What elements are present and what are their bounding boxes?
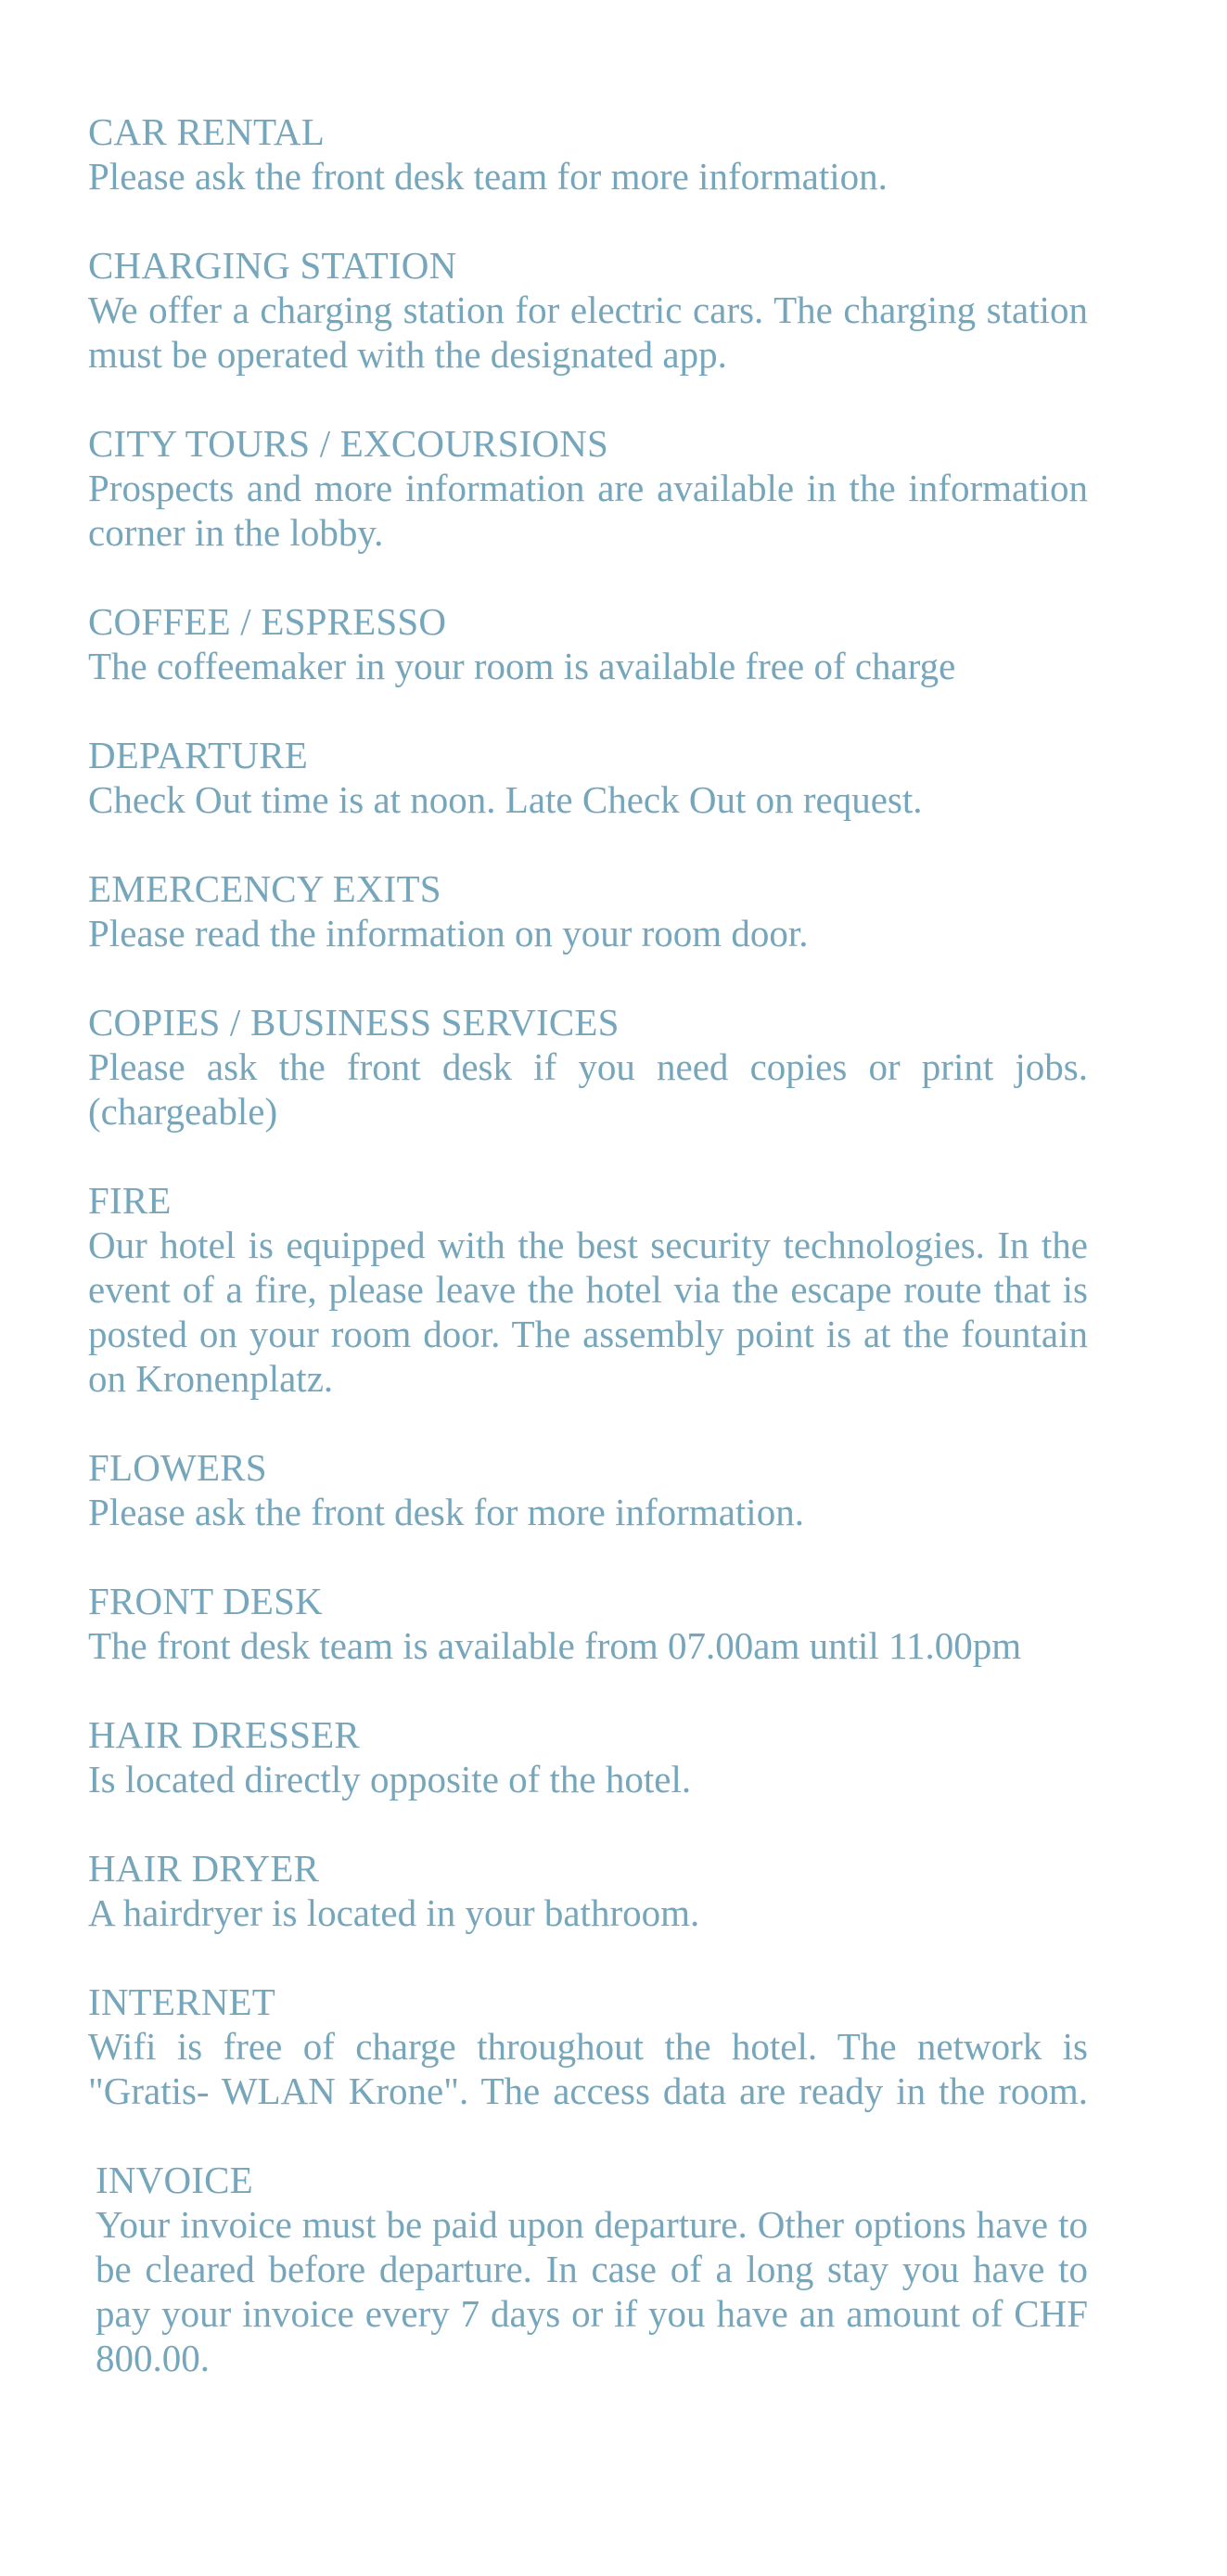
paragraph-line: Please ask the front desk team for more information.: [88, 155, 888, 198]
paragraph-line: posted on your room door. The assembly point is at the fountain: [88, 1313, 1088, 1355]
section-emergency-exits: [88, 866, 1088, 955]
section-heading: FIRE: [88, 1179, 172, 1222]
section-charging-station: [88, 243, 1088, 377]
paragraph-line: Please read the information on your room door.: [88, 912, 809, 955]
section-front-desk: [88, 1579, 1088, 1668]
section-heading: DEPARTURE: [88, 734, 309, 776]
section-paragraph: [88, 1044, 1088, 1134]
paragraph-line: "Gratis- WLAN Krone". The access data are ready in the room.: [88, 2070, 1088, 2112]
paragraph-line: (chargeable): [88, 1090, 278, 1133]
paragraph-line: be cleared before departure. In case of a long stay you have to: [96, 2248, 1088, 2290]
section-car-rental: [88, 109, 1088, 199]
paragraph-line: corner in the lobby.: [88, 511, 384, 554]
section-copies-business-services: [88, 1000, 1088, 1134]
section-paragraph: [88, 288, 1088, 377]
section-heading: INVOICE: [96, 2159, 253, 2201]
section-paragraph: [88, 644, 1088, 688]
section-paragraph: [88, 1490, 1088, 1534]
section-hair-dresser: [88, 1712, 1088, 1801]
section-heading: FLOWERS: [88, 1446, 267, 1489]
paragraph-line: Your invoice must be paid upon departure. Other options have to: [96, 2203, 1088, 2246]
paragraph-line: Wifi is free of charge throughout the hotel. The network is: [88, 2025, 1088, 2068]
section-heading: FRONT DESK: [88, 1580, 323, 1622]
paragraph-line: event of a fire, please leave the hotel via the escape route that is: [88, 1268, 1088, 1311]
section-paragraph: [88, 1623, 1088, 1668]
section-coffee-espresso: [88, 599, 1088, 688]
paragraph-line: Please ask the front desk for more information.: [88, 1491, 804, 1533]
paragraph-line: on Kronenplatz.: [88, 1357, 334, 1400]
paragraph-line: Prospects and more information are available in the information: [88, 467, 1088, 509]
section-heading: COFFEE / ESPRESSO: [88, 600, 447, 643]
paragraph-line: pay your invoice every 7 days or if you have an amount of CHF: [96, 2292, 1088, 2335]
paragraph-line: Our hotel is equipped with the best security technologies. In the: [88, 1224, 1088, 1266]
paragraph-line: The front desk team is available from 07.00am until 11.00pm: [88, 1624, 1022, 1667]
section-paragraph: [88, 777, 1088, 822]
section-hair-dryer: [88, 1846, 1088, 1935]
paragraph-line: must be operated with the designated app.: [88, 333, 727, 376]
section-internet: [88, 1980, 1088, 2113]
paragraph-line: 800.00.: [96, 2337, 210, 2379]
section-heading: HAIR DRYER: [88, 1847, 320, 1890]
section-heading: EMERCENCY EXITS: [88, 867, 441, 910]
section-paragraph: [96, 2202, 1088, 2380]
paragraph-line: A hairdryer is located in your bathroom.: [88, 1891, 700, 1934]
section-heading: CAR RENTAL: [88, 110, 325, 153]
section-paragraph: [88, 1890, 1088, 1935]
section-paragraph: [88, 1757, 1088, 1801]
section-heading: CHARGING STATION: [88, 244, 457, 287]
section-heading: CITY TOURS / EXCOURSIONS: [88, 422, 609, 465]
paragraph-line: Check Out time is at noon. Late Check Out on request.: [88, 778, 923, 821]
section-departure: [88, 733, 1088, 822]
paragraph-line: Is located directly opposite of the hotel.: [88, 1758, 692, 1801]
section-paragraph: [88, 911, 1088, 955]
paragraph-line: Please ask the front desk if you need copies or print jobs.: [88, 1045, 1088, 1088]
section-paragraph: [88, 154, 1088, 199]
section-paragraph: [88, 2024, 1088, 2113]
section-heading: INTERNET: [88, 1980, 275, 2023]
section-heading: COPIES / BUSINESS SERVICES: [88, 1001, 620, 1044]
paragraph-line: The coffeemaker in your room is available free of charge: [88, 645, 956, 687]
hotel-info-content: [88, 109, 1088, 2425]
section-paragraph: [88, 1223, 1088, 1401]
section-flowers: [88, 1445, 1088, 1534]
section-paragraph: [88, 466, 1088, 555]
section-city-tours-excoursions: [88, 421, 1088, 555]
section-invoice: [88, 2158, 1088, 2380]
paragraph-line: We offer a charging station for electric cars. The charging station: [88, 288, 1088, 331]
section-heading: HAIR DRESSER: [88, 1713, 360, 1756]
section-fire: [88, 1178, 1088, 1401]
